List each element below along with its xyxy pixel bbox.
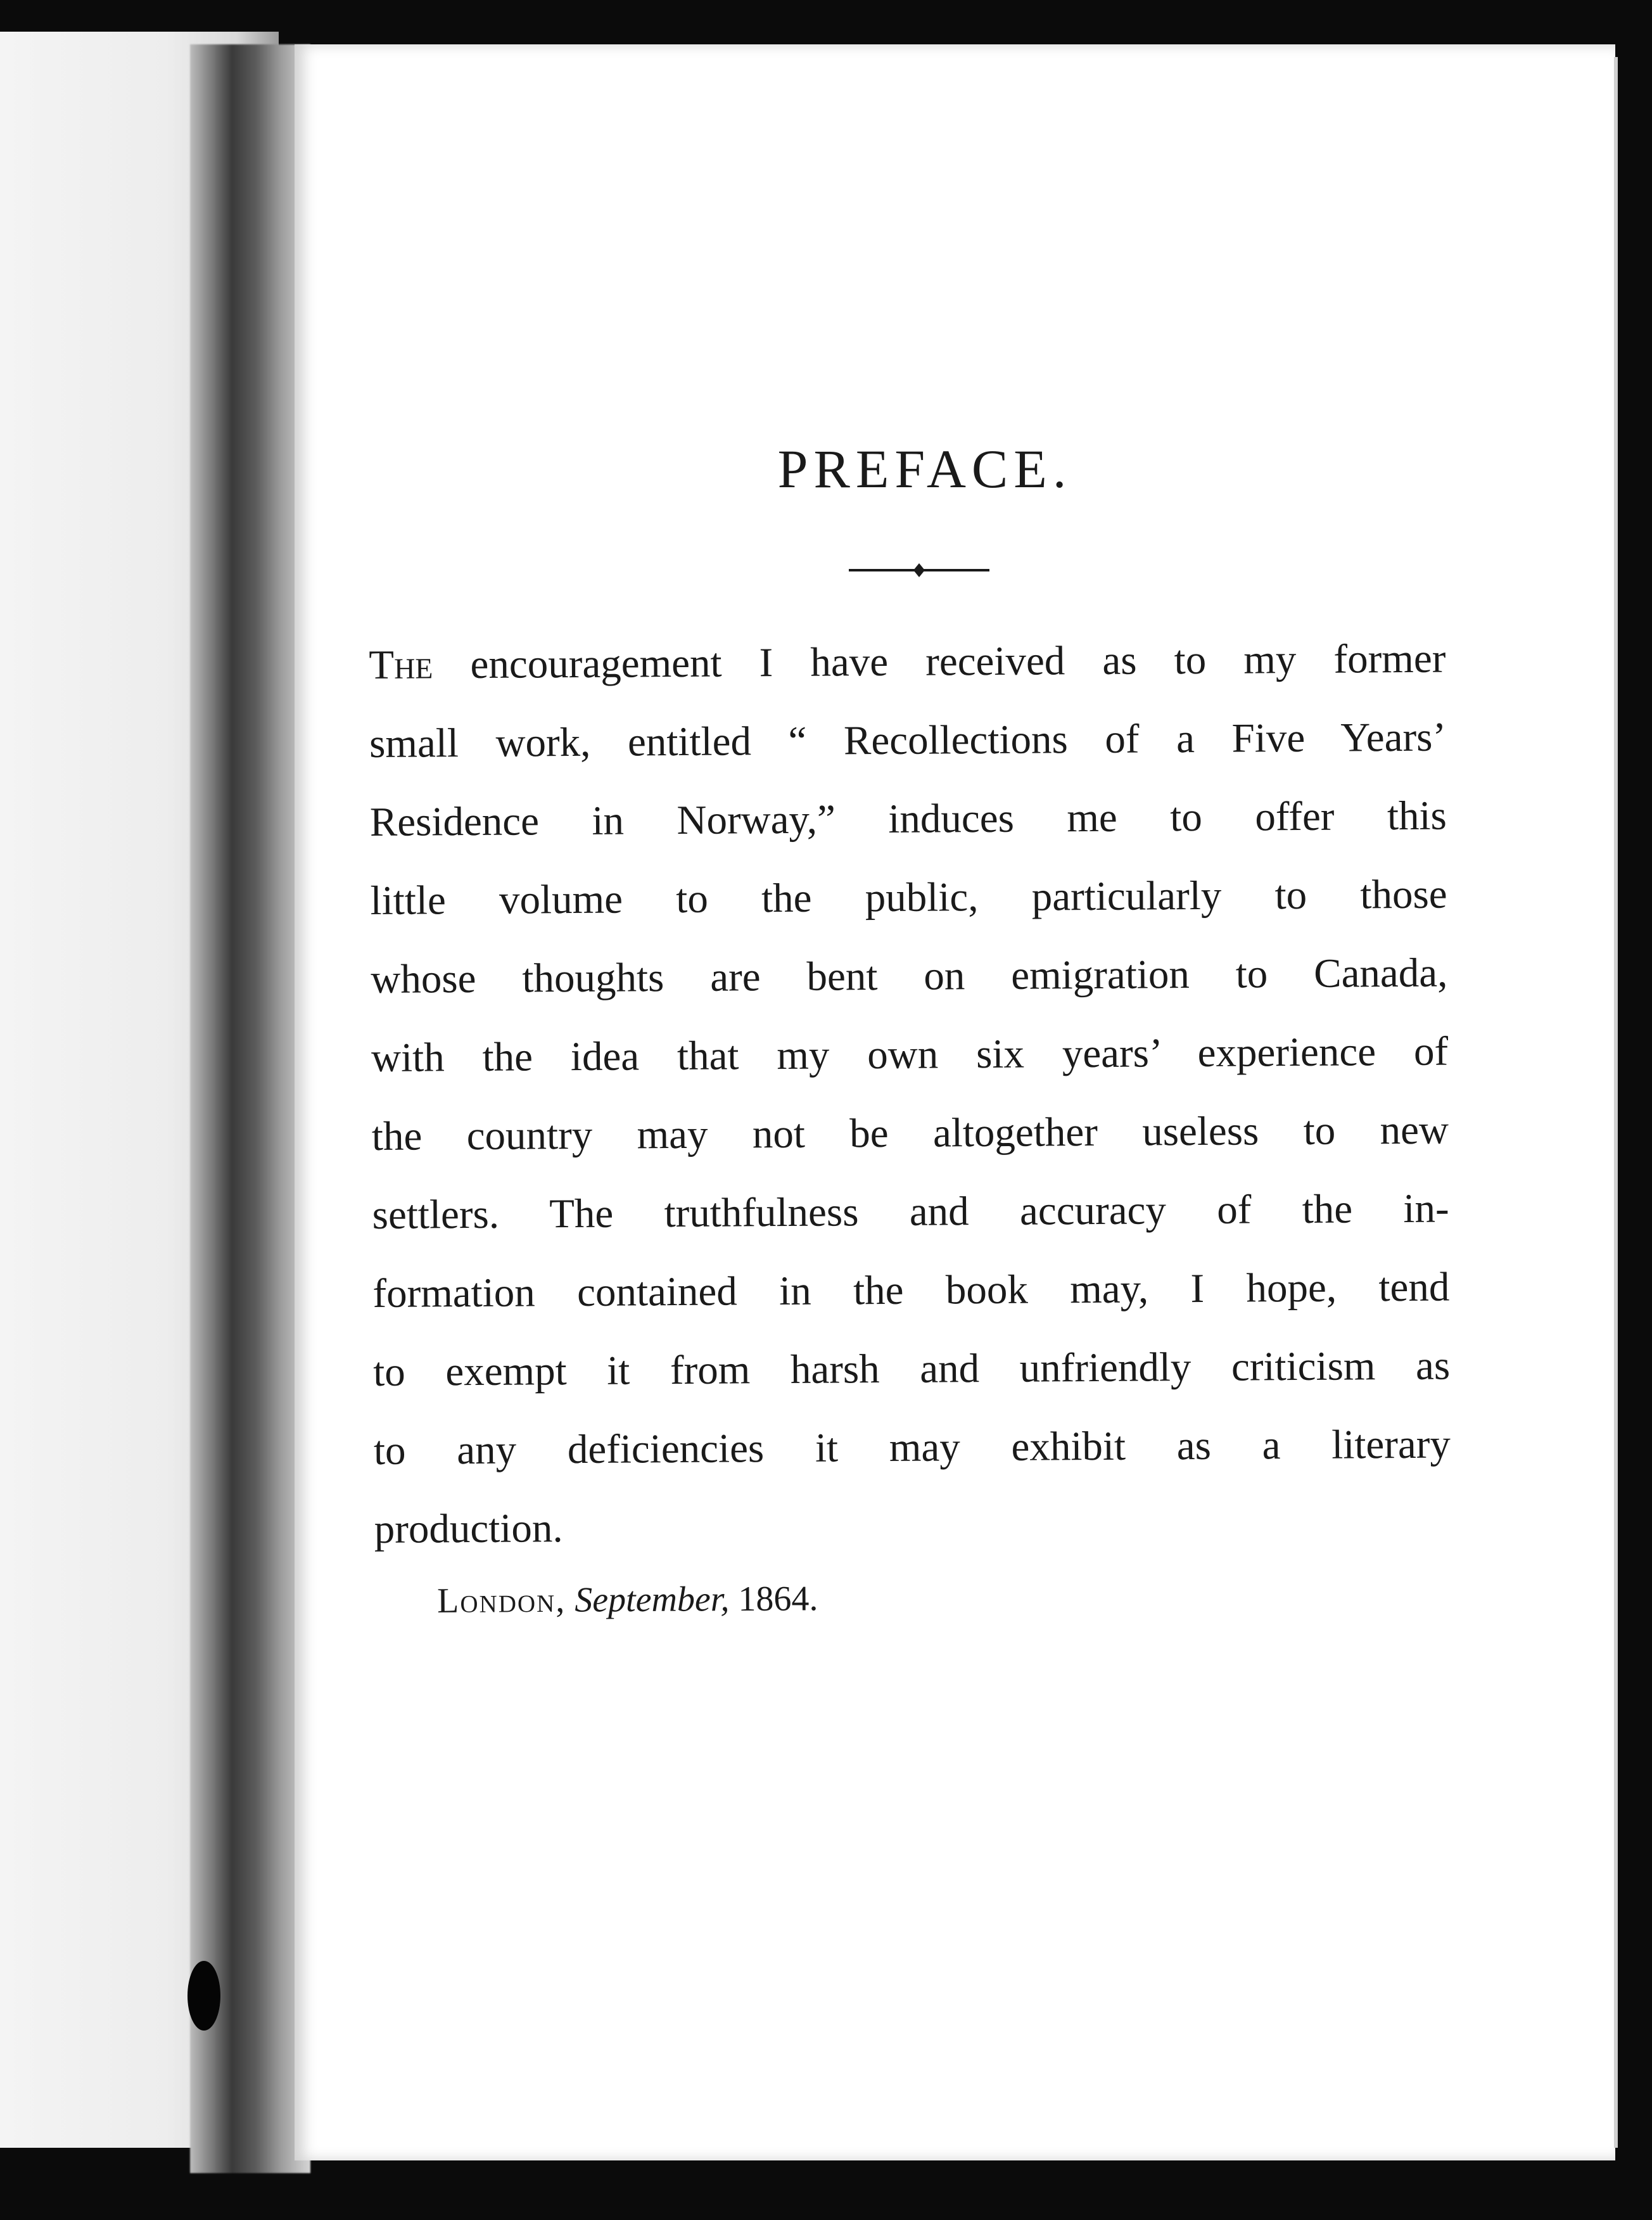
signature-place: London, [437, 1580, 566, 1621]
paragraph-line: The encouragement I have received as to my former [369, 635, 1446, 688]
binding-gutter [190, 44, 310, 2173]
ornament-rule-icon [849, 563, 989, 578]
signature-line [437, 1578, 818, 1621]
title-block [633, 437, 1216, 501]
paragraph-line: with the idea that my own six years’ experience of [371, 1028, 1449, 1081]
paragraph-line: small work, entitled “ Recollections of a Five Years’ [369, 714, 1447, 767]
preface-paragraph [369, 620, 1451, 1569]
signature-date: September, [575, 1579, 730, 1620]
binding-mark [187, 1961, 220, 2031]
signature-year: 1864. [738, 1579, 818, 1619]
page-title: PREFACE. [777, 438, 1072, 499]
paragraph-line: whose thoughts are bent on emigration to Canada, [371, 950, 1448, 1002]
paragraph-line: Residence in Norway,” induces me to offer this [369, 793, 1447, 845]
paragraph-line: formation contained in the book may, I hope, tend [372, 1264, 1450, 1317]
paragraph-line: settlers. The truthfulness and accuracy of the in- [372, 1185, 1449, 1238]
paragraph-line: production. [374, 1505, 563, 1552]
paragraph-line: the country may not be altogether useless to new [371, 1107, 1449, 1159]
paragraph-line: little volume to the public, particularly to those [370, 871, 1447, 924]
paragraph-line: to exempt it from harsh and unfriendly criticism as [372, 1343, 1451, 1395]
paragraph-line: to any deficiencies it may exhibit as a literary [373, 1421, 1451, 1474]
page-edge [1614, 57, 1618, 2148]
